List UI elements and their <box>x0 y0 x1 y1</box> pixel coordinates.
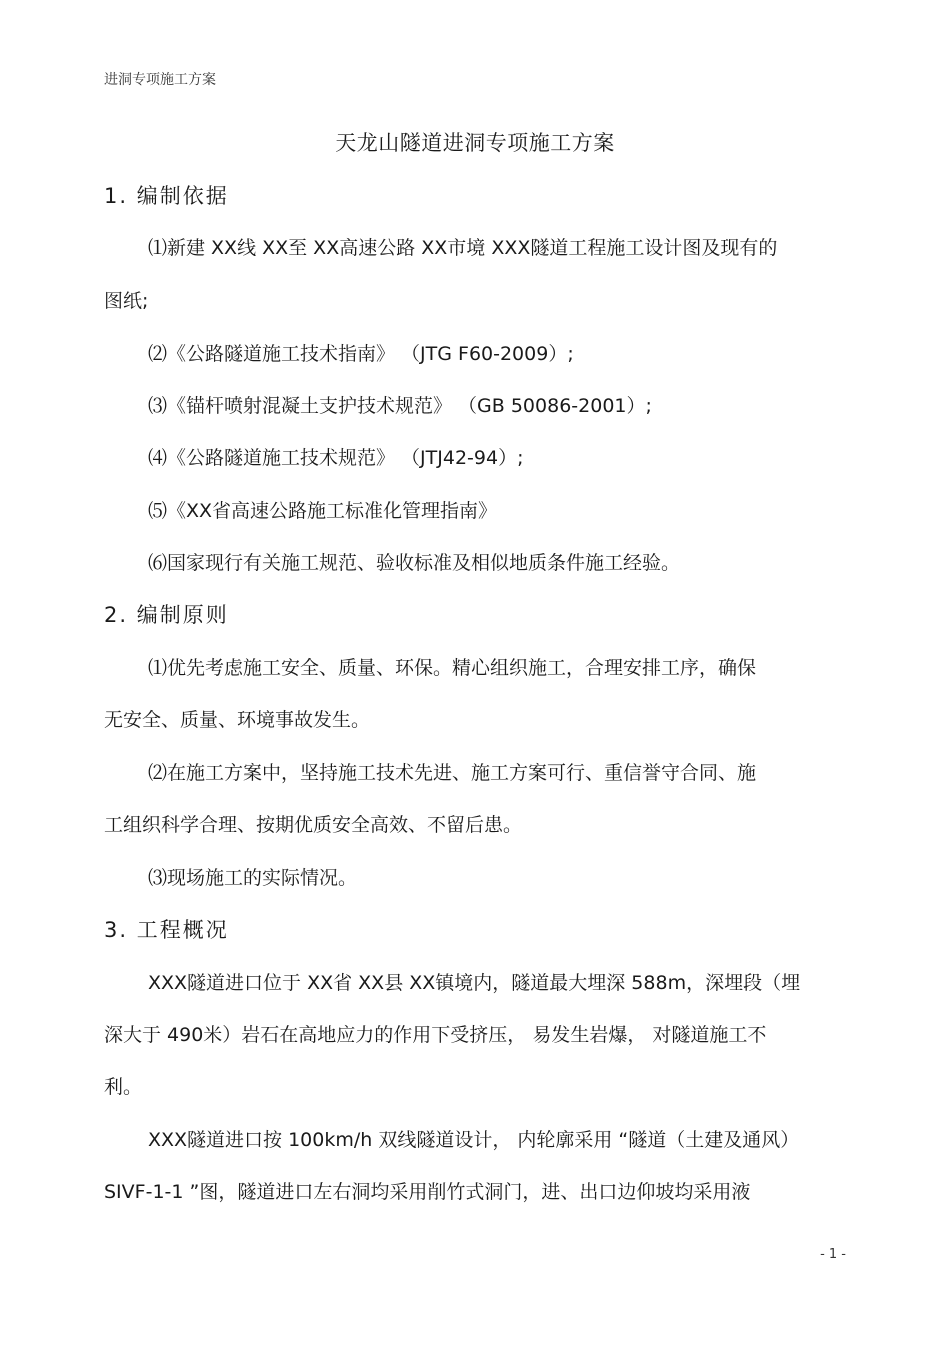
paragraph-line: ⑶现场施工的实际情况。 <box>148 867 358 889</box>
paragraph-line: ⑷《公路隧道施工技术规范》 （JTJ42-94）; <box>148 447 524 469</box>
paragraph-line: 无安全、质量、环境事故发生。 <box>104 709 371 731</box>
paragraph-line: 图纸; <box>104 290 149 312</box>
document-title: 天龙山隧道进洞专项施工方案 <box>335 131 615 155</box>
paragraph-line: ⑴优先考虑施工安全、质量、环保。精心组织施工，合理安排工序，确保 <box>148 657 757 679</box>
paragraph-line: 工组织科学合理、按期优质安全高效、不留后患。 <box>104 814 523 836</box>
paragraph-line: 利。 <box>104 1076 143 1098</box>
paragraph-line: ⑶《锚杆喷射混凝土支护技术规范》 （GB 50086-2001）; <box>148 395 652 417</box>
running-header: 进洞专项施工方案 <box>104 72 216 88</box>
paragraph-line: XXX隧道进口按 100km/h 双线隧道设计， 内轮廓采用 “隧道（土建及通风） <box>148 1129 800 1151</box>
paragraph-line: ⑹国家现行有关施工规范、验收标准及相似地质条件施工经验。 <box>148 552 681 574</box>
paragraph-line: ⑸《XX省高速公路施工标准化管理指南》 <box>148 500 498 522</box>
paragraph-line: ⑵在施工方案中，坚持施工技术先进、施工方案可行、重信誉守合同、施 <box>148 762 757 784</box>
paragraph-line: ⑵《公路隧道施工技术指南》 （JTG F60-2009）; <box>148 343 574 365</box>
paragraph-line: ⑴新建 XX线 XX至 XX高速公路 XX市境 XXX隧道工程施工设计图及现有的 <box>148 237 778 259</box>
paragraph-line: XXX隧道进口位于 XX省 XX县 XX镇境内，隧道最大埋深 588m，深埋段（埋 <box>148 972 801 994</box>
page-number: - 1 - <box>820 1247 846 1262</box>
section-2-heading: 2. 编制原则 <box>104 603 229 627</box>
paragraph-line: SIVF-1-1 ”图，隧道进口左右洞均采用削竹式洞门，进、出口边仰坡均采用液 <box>104 1181 751 1203</box>
section-3-heading: 3. 工程概况 <box>104 918 229 942</box>
paragraph-line: 深大于 490米）岩石在高地应力的作用下受挤压， 易发生岩爆， 对隧道施工不 <box>104 1024 767 1046</box>
section-1-heading: 1. 编制依据 <box>104 184 229 208</box>
